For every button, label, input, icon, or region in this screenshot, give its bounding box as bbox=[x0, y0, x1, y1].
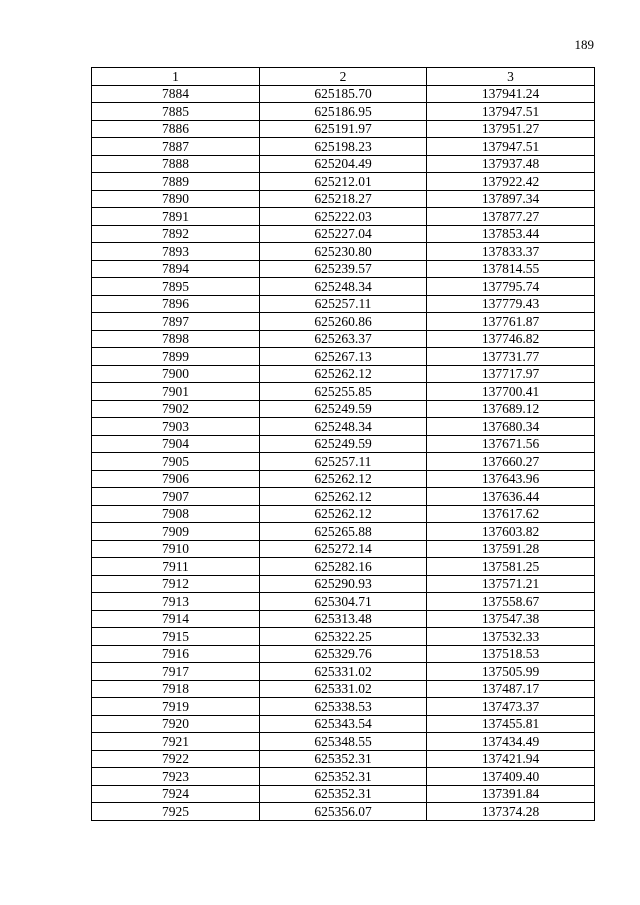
table-row bbox=[92, 558, 595, 576]
point-number-cell: 7922 bbox=[92, 750, 260, 768]
x-coordinate-cell: 625348.55 bbox=[260, 733, 427, 751]
point-number-cell: 7919 bbox=[92, 698, 260, 716]
y-coordinate-cell: 137689.12 bbox=[427, 400, 595, 418]
x-coordinate-cell: 625262.12 bbox=[260, 470, 427, 488]
x-coordinate-cell: 625230.80 bbox=[260, 243, 427, 261]
table-row bbox=[92, 610, 595, 628]
y-coordinate-cell: 137717.97 bbox=[427, 365, 595, 383]
y-coordinate-cell: 137617.62 bbox=[427, 505, 595, 523]
header-row bbox=[92, 68, 595, 86]
y-coordinate-cell: 137455.81 bbox=[427, 715, 595, 733]
x-coordinate-cell: 625352.31 bbox=[260, 750, 427, 768]
y-coordinate-cell: 137487.17 bbox=[427, 680, 595, 698]
table-row bbox=[92, 418, 595, 436]
table-row bbox=[92, 190, 595, 208]
x-coordinate-cell: 625282.16 bbox=[260, 558, 427, 576]
point-number-cell: 7888 bbox=[92, 155, 260, 173]
point-number-cell: 7907 bbox=[92, 488, 260, 506]
x-coordinate-cell: 625262.12 bbox=[260, 505, 427, 523]
point-number-cell: 7889 bbox=[92, 173, 260, 191]
table-row bbox=[92, 260, 595, 278]
x-coordinate-cell: 625191.97 bbox=[260, 120, 427, 138]
point-number-cell: 7903 bbox=[92, 418, 260, 436]
y-coordinate-cell: 137746.82 bbox=[427, 330, 595, 348]
x-coordinate-cell: 625343.54 bbox=[260, 715, 427, 733]
y-coordinate-cell: 137947.51 bbox=[427, 138, 595, 156]
point-number-cell: 7925 bbox=[92, 803, 260, 821]
point-number-cell: 7923 bbox=[92, 768, 260, 786]
point-number-cell: 7909 bbox=[92, 523, 260, 541]
table-row bbox=[92, 505, 595, 523]
x-coordinate-cell: 625290.93 bbox=[260, 575, 427, 593]
table-row bbox=[92, 645, 595, 663]
x-coordinate-cell: 625222.03 bbox=[260, 208, 427, 226]
x-coordinate-cell: 625212.01 bbox=[260, 173, 427, 191]
y-coordinate-cell: 137951.27 bbox=[427, 120, 595, 138]
point-number-cell: 7898 bbox=[92, 330, 260, 348]
y-coordinate-cell: 137897.34 bbox=[427, 190, 595, 208]
x-coordinate-cell: 625272.14 bbox=[260, 540, 427, 558]
point-number-cell: 7887 bbox=[92, 138, 260, 156]
x-coordinate-cell: 625248.34 bbox=[260, 278, 427, 296]
point-number-cell: 7892 bbox=[92, 225, 260, 243]
table-row bbox=[92, 120, 595, 138]
y-coordinate-cell: 137700.41 bbox=[427, 383, 595, 401]
x-coordinate-cell: 625304.71 bbox=[260, 593, 427, 611]
x-coordinate-cell: 625249.59 bbox=[260, 435, 427, 453]
table-row bbox=[92, 313, 595, 331]
point-number-cell: 7905 bbox=[92, 453, 260, 471]
y-coordinate-cell: 137409.40 bbox=[427, 768, 595, 786]
point-number-cell: 7913 bbox=[92, 593, 260, 611]
y-coordinate-cell: 137532.33 bbox=[427, 628, 595, 646]
x-coordinate-cell: 625260.86 bbox=[260, 313, 427, 331]
y-coordinate-cell: 137877.27 bbox=[427, 208, 595, 226]
coordinates-table bbox=[91, 67, 595, 821]
point-number-cell: 7918 bbox=[92, 680, 260, 698]
x-coordinate-cell: 625227.04 bbox=[260, 225, 427, 243]
y-coordinate-cell: 137779.43 bbox=[427, 295, 595, 313]
y-coordinate-cell: 137947.51 bbox=[427, 103, 595, 121]
x-coordinate-cell: 625257.11 bbox=[260, 295, 427, 313]
point-number-cell: 7906 bbox=[92, 470, 260, 488]
x-coordinate-cell: 625186.95 bbox=[260, 103, 427, 121]
point-number-cell: 7920 bbox=[92, 715, 260, 733]
y-coordinate-cell: 137547.38 bbox=[427, 610, 595, 628]
table-row bbox=[92, 295, 595, 313]
point-number-cell: 7885 bbox=[92, 103, 260, 121]
x-coordinate-cell: 625263.37 bbox=[260, 330, 427, 348]
table-row bbox=[92, 715, 595, 733]
column-header-1: 1 bbox=[92, 68, 260, 86]
y-coordinate-cell: 137636.44 bbox=[427, 488, 595, 506]
point-number-cell: 7912 bbox=[92, 575, 260, 593]
table-row bbox=[92, 540, 595, 558]
x-coordinate-cell: 625331.02 bbox=[260, 680, 427, 698]
x-coordinate-cell: 625204.49 bbox=[260, 155, 427, 173]
point-number-cell: 7901 bbox=[92, 383, 260, 401]
table-row bbox=[92, 453, 595, 471]
y-coordinate-cell: 137853.44 bbox=[427, 225, 595, 243]
table-row bbox=[92, 680, 595, 698]
x-coordinate-cell: 625257.11 bbox=[260, 453, 427, 471]
table-row bbox=[92, 803, 595, 821]
x-coordinate-cell: 625248.34 bbox=[260, 418, 427, 436]
point-number-cell: 7897 bbox=[92, 313, 260, 331]
y-coordinate-cell: 137671.56 bbox=[427, 435, 595, 453]
y-coordinate-cell: 137434.49 bbox=[427, 733, 595, 751]
y-coordinate-cell: 137922.42 bbox=[427, 173, 595, 191]
point-number-cell: 7916 bbox=[92, 645, 260, 663]
y-coordinate-cell: 137680.34 bbox=[427, 418, 595, 436]
table-row bbox=[92, 243, 595, 261]
x-coordinate-cell: 625313.48 bbox=[260, 610, 427, 628]
table-row bbox=[92, 400, 595, 418]
y-coordinate-cell: 137518.53 bbox=[427, 645, 595, 663]
point-number-cell: 7908 bbox=[92, 505, 260, 523]
y-coordinate-cell: 137941.24 bbox=[427, 85, 595, 103]
table-row bbox=[92, 523, 595, 541]
y-coordinate-cell: 137603.82 bbox=[427, 523, 595, 541]
y-coordinate-cell: 137795.74 bbox=[427, 278, 595, 296]
table-row bbox=[92, 768, 595, 786]
y-coordinate-cell: 137814.55 bbox=[427, 260, 595, 278]
table-body bbox=[92, 85, 595, 820]
table-row bbox=[92, 278, 595, 296]
y-coordinate-cell: 137505.99 bbox=[427, 663, 595, 681]
y-coordinate-cell: 137391.84 bbox=[427, 785, 595, 803]
y-coordinate-cell: 137761.87 bbox=[427, 313, 595, 331]
x-coordinate-cell: 625322.25 bbox=[260, 628, 427, 646]
y-coordinate-cell: 137558.67 bbox=[427, 593, 595, 611]
point-number-cell: 7895 bbox=[92, 278, 260, 296]
table-row bbox=[92, 138, 595, 156]
column-header-3: 3 bbox=[427, 68, 595, 86]
x-coordinate-cell: 625356.07 bbox=[260, 803, 427, 821]
point-number-cell: 7902 bbox=[92, 400, 260, 418]
table-row bbox=[92, 470, 595, 488]
column-header-2: 2 bbox=[260, 68, 427, 86]
point-number-cell: 7886 bbox=[92, 120, 260, 138]
point-number-cell: 7914 bbox=[92, 610, 260, 628]
y-coordinate-cell: 137643.96 bbox=[427, 470, 595, 488]
y-coordinate-cell: 137937.48 bbox=[427, 155, 595, 173]
point-number-cell: 7890 bbox=[92, 190, 260, 208]
table-row bbox=[92, 785, 595, 803]
table-row bbox=[92, 698, 595, 716]
point-number-cell: 7915 bbox=[92, 628, 260, 646]
x-coordinate-cell: 625198.23 bbox=[260, 138, 427, 156]
x-coordinate-cell: 625352.31 bbox=[260, 785, 427, 803]
table-row bbox=[92, 365, 595, 383]
x-coordinate-cell: 625255.85 bbox=[260, 383, 427, 401]
y-coordinate-cell: 137374.28 bbox=[427, 803, 595, 821]
page-number: 189 bbox=[574, 37, 594, 52]
table-row bbox=[92, 575, 595, 593]
y-coordinate-cell: 137473.37 bbox=[427, 698, 595, 716]
table-row bbox=[92, 435, 595, 453]
y-coordinate-cell: 137571.21 bbox=[427, 575, 595, 593]
table-row bbox=[92, 663, 595, 681]
point-number-cell: 7910 bbox=[92, 540, 260, 558]
point-number-cell: 7896 bbox=[92, 295, 260, 313]
table-row bbox=[92, 173, 595, 191]
table-row bbox=[92, 348, 595, 366]
y-coordinate-cell: 137581.25 bbox=[427, 558, 595, 576]
point-number-cell: 7904 bbox=[92, 435, 260, 453]
x-coordinate-cell: 625331.02 bbox=[260, 663, 427, 681]
point-number-cell: 7911 bbox=[92, 558, 260, 576]
table-row bbox=[92, 383, 595, 401]
y-coordinate-cell: 137591.28 bbox=[427, 540, 595, 558]
point-number-cell: 7893 bbox=[92, 243, 260, 261]
x-coordinate-cell: 625267.13 bbox=[260, 348, 427, 366]
point-number-cell: 7900 bbox=[92, 365, 260, 383]
x-coordinate-cell: 625185.70 bbox=[260, 85, 427, 103]
table-row bbox=[92, 750, 595, 768]
x-coordinate-cell: 625262.12 bbox=[260, 365, 427, 383]
y-coordinate-cell: 137731.77 bbox=[427, 348, 595, 366]
y-coordinate-cell: 137421.94 bbox=[427, 750, 595, 768]
x-coordinate-cell: 625218.27 bbox=[260, 190, 427, 208]
table-row bbox=[92, 628, 595, 646]
table-row bbox=[92, 225, 595, 243]
x-coordinate-cell: 625329.76 bbox=[260, 645, 427, 663]
y-coordinate-cell: 137660.27 bbox=[427, 453, 595, 471]
point-number-cell: 7894 bbox=[92, 260, 260, 278]
x-coordinate-cell: 625352.31 bbox=[260, 768, 427, 786]
x-coordinate-cell: 625262.12 bbox=[260, 488, 427, 506]
x-coordinate-cell: 625249.59 bbox=[260, 400, 427, 418]
point-number-cell: 7917 bbox=[92, 663, 260, 681]
y-coordinate-cell: 137833.37 bbox=[427, 243, 595, 261]
point-number-cell: 7899 bbox=[92, 348, 260, 366]
point-number-cell: 7924 bbox=[92, 785, 260, 803]
table-row bbox=[92, 155, 595, 173]
table-row bbox=[92, 593, 595, 611]
table-row bbox=[92, 330, 595, 348]
point-number-cell: 7891 bbox=[92, 208, 260, 226]
table-header bbox=[92, 68, 595, 86]
x-coordinate-cell: 625239.57 bbox=[260, 260, 427, 278]
table-row bbox=[92, 103, 595, 121]
table-row bbox=[92, 488, 595, 506]
point-number-cell: 7884 bbox=[92, 85, 260, 103]
table-row bbox=[92, 85, 595, 103]
x-coordinate-cell: 625265.88 bbox=[260, 523, 427, 541]
point-number-cell: 7921 bbox=[92, 733, 260, 751]
x-coordinate-cell: 625338.53 bbox=[260, 698, 427, 716]
table-row bbox=[92, 208, 595, 226]
table-row bbox=[92, 733, 595, 751]
